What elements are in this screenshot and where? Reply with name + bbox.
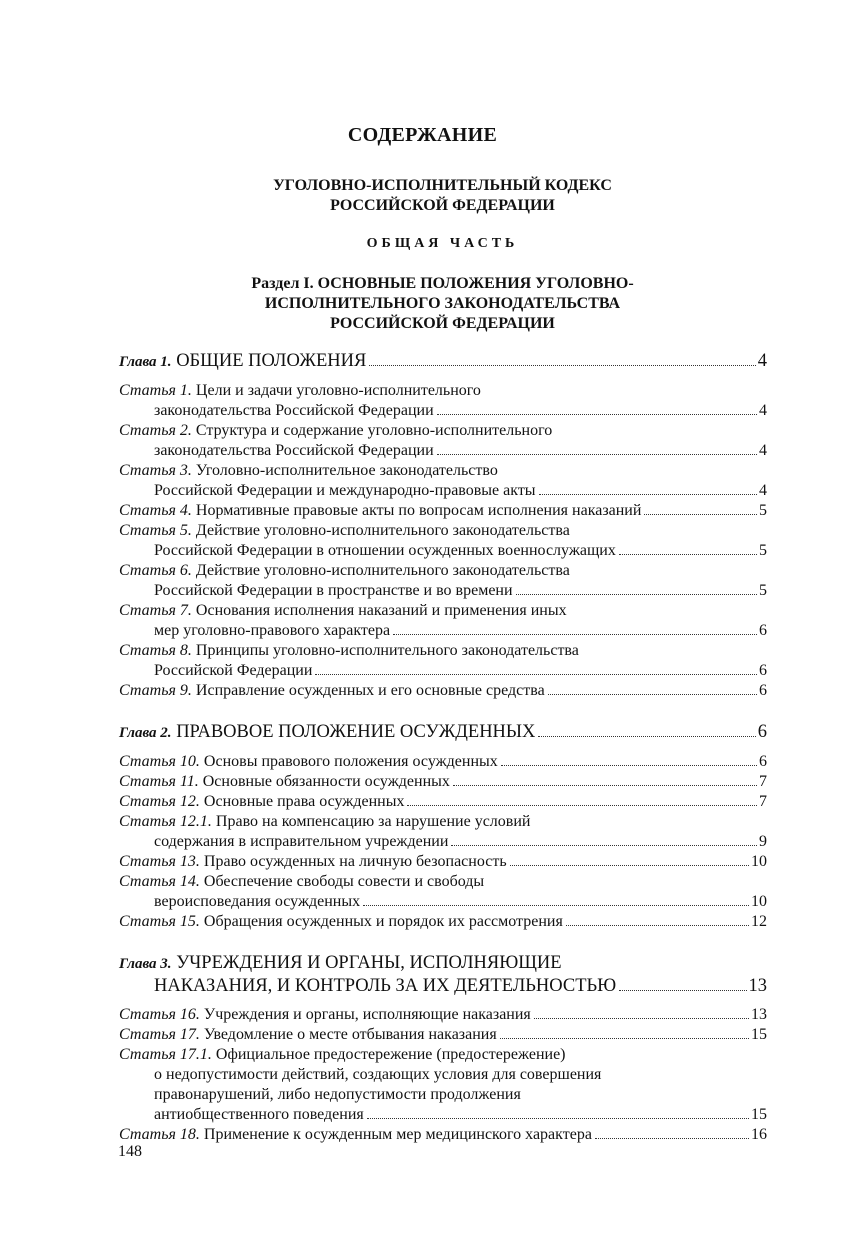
toc-entry xyxy=(119,501,767,521)
toc-entry xyxy=(119,1125,767,1145)
article-page-number: 5 xyxy=(759,542,767,559)
chapter-heading-line xyxy=(119,721,767,744)
article-title-text: Официальное предостережение (предостережение) xyxy=(215,1046,566,1063)
toc-entry-line xyxy=(119,1065,767,1085)
toc-entry-line xyxy=(119,481,767,501)
dot-leader xyxy=(437,414,757,415)
article-title-text: Исправление осужденных и его основные средства xyxy=(195,682,545,699)
article-label: Статья 10. xyxy=(119,753,200,770)
chapter-heading-line xyxy=(119,975,767,997)
dot-leader xyxy=(367,1118,749,1119)
chapter-title-text: ПРАВОВОЕ ПОЛОЖЕНИЕ ОСУЖДЕННЫХ xyxy=(176,722,536,742)
article-title-text: правонарушений, либо недопустимости продолжения xyxy=(154,1086,521,1103)
toc-entry-line xyxy=(119,772,767,792)
article-page-number: 16 xyxy=(751,1126,767,1143)
section-title-line: ИСПОЛНИТЕЛЬНОГО ЗАКОНОДАТЕЛЬСТВА xyxy=(264,295,621,312)
article-title-text: Принципы уголовно-исполнительного законодательства xyxy=(195,642,579,659)
article-page-number: 7 xyxy=(759,793,767,810)
dot-leader xyxy=(538,736,755,737)
part-title: ОБЩАЯ ЧАСТЬ xyxy=(366,236,519,251)
chapter-block xyxy=(119,350,767,701)
article-title-text: мер уголовно-правового характера xyxy=(154,622,391,639)
chapter-page-number: 4 xyxy=(757,351,767,371)
chapter-heading-line xyxy=(119,952,767,975)
chapter-heading-line xyxy=(119,350,767,373)
article-title-text: Структура и содержание уголовно-исполнительного xyxy=(195,422,553,439)
article-title-text: Российской Федерации и международно-правовые акты xyxy=(154,482,536,499)
dot-leader xyxy=(363,905,749,906)
article-title-text: законодательства Российской Федерации xyxy=(154,402,434,419)
code-title-line: УГОЛОВНО-ИСПОЛНИТЕЛЬНЫЙ КОДЕКС xyxy=(273,177,612,194)
article-page-number: 15 xyxy=(751,1106,767,1123)
section-title xyxy=(0,274,845,334)
article-label: Статья 17. xyxy=(119,1026,200,1043)
code-title-line: РОССИЙСКОЙ ФЕДЕРАЦИИ xyxy=(330,197,555,214)
article-label: Статья 3. xyxy=(119,462,192,479)
dot-leader xyxy=(453,785,757,786)
article-page-number: 10 xyxy=(751,853,767,870)
toc-entry xyxy=(119,812,767,852)
toc-entry-line xyxy=(119,501,767,521)
toc-entry xyxy=(119,421,767,461)
article-title-text: Учреждения и органы, исполняющие наказания xyxy=(203,1006,531,1023)
toc-entry-line xyxy=(119,641,767,661)
dot-leader xyxy=(619,554,757,555)
toc-entry-line xyxy=(119,441,767,461)
toc-entry-line xyxy=(119,601,767,621)
toc-entry xyxy=(119,601,767,641)
toc-entry-line xyxy=(119,621,767,641)
article-page-number: 13 xyxy=(751,1006,767,1023)
article-page-number: 6 xyxy=(759,753,767,770)
dot-leader xyxy=(437,454,757,455)
article-title-text: Действие уголовно-исполнительного законодательства xyxy=(195,562,570,579)
chapter-title-text: УЧРЕЖДЕНИЯ И ОРГАНЫ, ИСПОЛНЯЮЩИЕ xyxy=(176,953,562,973)
article-title-text: Обращения осужденных и порядок их рассмотрения xyxy=(203,913,563,930)
toc-entry-line xyxy=(119,852,767,872)
article-page-number: 4 xyxy=(759,482,767,499)
toc-entry xyxy=(119,461,767,501)
toc-entry-line xyxy=(119,912,767,932)
article-label: Статья 8. xyxy=(119,642,192,659)
article-title-text: Действие уголовно-исполнительного законодательства xyxy=(195,522,570,539)
article-label: Статья 11. xyxy=(119,773,199,790)
article-label: Статья 4. xyxy=(119,502,192,519)
article-label: Статья 14. xyxy=(119,873,200,890)
article-label: Статья 12. xyxy=(119,793,200,810)
article-page-number: 10 xyxy=(751,893,767,910)
article-title-text: законодательства Российской Федерации xyxy=(154,442,434,459)
dot-leader xyxy=(393,634,757,635)
article-title-text: Уголовно-исполнительное законодательство xyxy=(195,462,498,479)
toc-entry xyxy=(119,852,767,872)
article-title-text: Право на компенсацию за нарушение условий xyxy=(215,813,531,830)
article-page-number: 5 xyxy=(759,502,767,519)
article-title-text: Обеспечение свободы совести и свободы xyxy=(203,873,485,890)
article-title-text: Цели и задачи уголовно-исполнительного xyxy=(195,382,481,399)
article-title-text: Основные обязанности осужденных xyxy=(202,773,450,790)
dot-leader xyxy=(315,674,757,675)
toc-entry-line xyxy=(119,872,767,892)
toc-entry xyxy=(119,681,767,701)
toc-entry-line xyxy=(119,752,767,772)
dot-leader xyxy=(619,990,746,991)
toc-entry xyxy=(119,381,767,421)
toc-entry-line xyxy=(119,681,767,701)
toc-entry xyxy=(119,912,767,932)
article-title-text: антиобщественного поведения xyxy=(154,1106,364,1123)
toc-entry-line xyxy=(119,401,767,421)
toc-entry-line xyxy=(119,381,767,401)
article-label: Статья 2. xyxy=(119,422,192,439)
toc-entry xyxy=(119,772,767,792)
dot-leader xyxy=(407,805,757,806)
toc-entry-line xyxy=(119,1085,767,1105)
toc-entry xyxy=(119,1045,767,1125)
article-page-number: 12 xyxy=(751,913,767,930)
dot-leader xyxy=(566,925,749,926)
chapter-label: Глава 1. xyxy=(119,354,172,370)
toc-entry-line xyxy=(119,1125,767,1145)
chapter-block xyxy=(119,721,767,932)
article-title-text: Российской Федерации в отношении осужденных военнослужащих xyxy=(154,542,616,559)
article-label: Статья 15. xyxy=(119,913,200,930)
article-label: Статья 18. xyxy=(119,1126,200,1143)
toc-entry-line xyxy=(119,832,767,852)
dot-leader xyxy=(534,1018,749,1019)
article-title-text: Право осужденных на личную безопасность xyxy=(203,853,507,870)
article-page-number: 4 xyxy=(759,402,767,419)
dot-leader xyxy=(369,365,755,366)
table-of-contents xyxy=(119,350,767,1165)
article-title-text: Уведомление о месте отбывания наказания xyxy=(203,1026,497,1043)
article-page-number: 9 xyxy=(759,833,767,850)
toc-entry xyxy=(119,521,767,561)
toc-entry-line xyxy=(119,812,767,832)
article-page-number: 5 xyxy=(759,582,767,599)
toc-entry-line xyxy=(119,541,767,561)
toc-entry xyxy=(119,792,767,812)
chapter-label: Глава 2. xyxy=(119,725,172,741)
dot-leader xyxy=(501,765,757,766)
dot-leader xyxy=(451,845,757,846)
article-label: Статья 1. xyxy=(119,382,192,399)
toc-entry-line xyxy=(119,892,767,912)
chapter-block xyxy=(119,952,767,1145)
chapter-heading xyxy=(119,952,767,997)
article-label: Статья 16. xyxy=(119,1006,200,1023)
article-title-text: Основные права осужденных xyxy=(203,793,405,810)
article-title-text: о недопустимости действий, создающих условия для совершения xyxy=(154,1066,602,1083)
toc-entry-line xyxy=(119,421,767,441)
page-number: 148 xyxy=(118,1143,142,1160)
article-title-text: вероисповедания осужденных xyxy=(154,893,361,910)
dot-leader xyxy=(539,494,757,495)
toc-entry xyxy=(119,561,767,601)
dot-leader xyxy=(595,1138,749,1139)
toc-entry-line xyxy=(119,561,767,581)
section-title-line: РОССИЙСКОЙ ФЕДЕРАЦИИ xyxy=(330,315,555,332)
toc-entry xyxy=(119,752,767,772)
code-title xyxy=(0,176,845,216)
dot-leader xyxy=(548,694,757,695)
dot-leader xyxy=(510,865,749,866)
article-title-text: содержания в исправительном учреждении xyxy=(154,833,449,850)
toc-entry xyxy=(119,1005,767,1025)
section-title-line: Раздел I. ОСНОВНЫЕ ПОЛОЖЕНИЯ УГОЛОВНО- xyxy=(251,275,634,292)
dot-leader xyxy=(644,514,757,515)
toc-entry-line xyxy=(119,792,767,812)
toc-entry-line xyxy=(119,661,767,681)
toc-entry xyxy=(119,641,767,681)
article-label: Статья 6. xyxy=(119,562,192,579)
toc-entry-line xyxy=(119,1105,767,1125)
chapter-label: Глава 3. xyxy=(119,956,172,972)
toc-entry-line xyxy=(119,521,767,541)
chapter-page-number: 6 xyxy=(757,722,767,742)
chapter-title-text: НАКАЗАНИЯ, И КОНТРОЛЬ ЗА ИХ ДЕЯТЕЛЬНОСТЬЮ xyxy=(154,976,617,996)
article-page-number: 7 xyxy=(759,773,767,790)
toc-entry xyxy=(119,872,767,912)
article-title-text: Применение к осужденным мер медицинского характера xyxy=(203,1126,592,1143)
page-title: СОДЕРЖАНИЕ xyxy=(347,124,498,146)
chapter-title-text: ОБЩИЕ ПОЛОЖЕНИЯ xyxy=(176,351,367,371)
article-label: Статья 9. xyxy=(119,682,192,699)
article-title-text: Нормативные правовые акты по вопросам исполнения наказаний xyxy=(195,502,642,519)
article-label: Статья 5. xyxy=(119,522,192,539)
article-title-text: Основы правового положения осужденных xyxy=(203,753,498,770)
toc-entry-line xyxy=(119,581,767,601)
dot-leader xyxy=(500,1038,749,1039)
article-title-text: Российской Федерации xyxy=(154,662,313,679)
article-page-number: 6 xyxy=(759,622,767,639)
article-page-number: 15 xyxy=(751,1026,767,1043)
article-label: Статья 7. xyxy=(119,602,192,619)
article-title-text: Российской Федерации в пространстве и во времени xyxy=(154,582,513,599)
article-label: Статья 12.1. xyxy=(119,813,212,830)
chapter-page-number: 13 xyxy=(748,976,767,996)
toc-entry-line xyxy=(119,461,767,481)
chapter-heading xyxy=(119,721,767,744)
article-label: Статья 17.1. xyxy=(119,1046,212,1063)
article-page-number: 6 xyxy=(759,662,767,679)
article-page-number: 6 xyxy=(759,682,767,699)
toc-entry-line xyxy=(119,1025,767,1045)
toc-entry-line xyxy=(119,1005,767,1025)
article-title-text: Основания исполнения наказаний и применения иных xyxy=(195,602,567,619)
dot-leader xyxy=(516,594,757,595)
chapter-heading xyxy=(119,350,767,373)
toc-entry xyxy=(119,1025,767,1045)
article-page-number: 4 xyxy=(759,442,767,459)
article-label: Статья 13. xyxy=(119,853,200,870)
toc-entry-line xyxy=(119,1045,767,1065)
